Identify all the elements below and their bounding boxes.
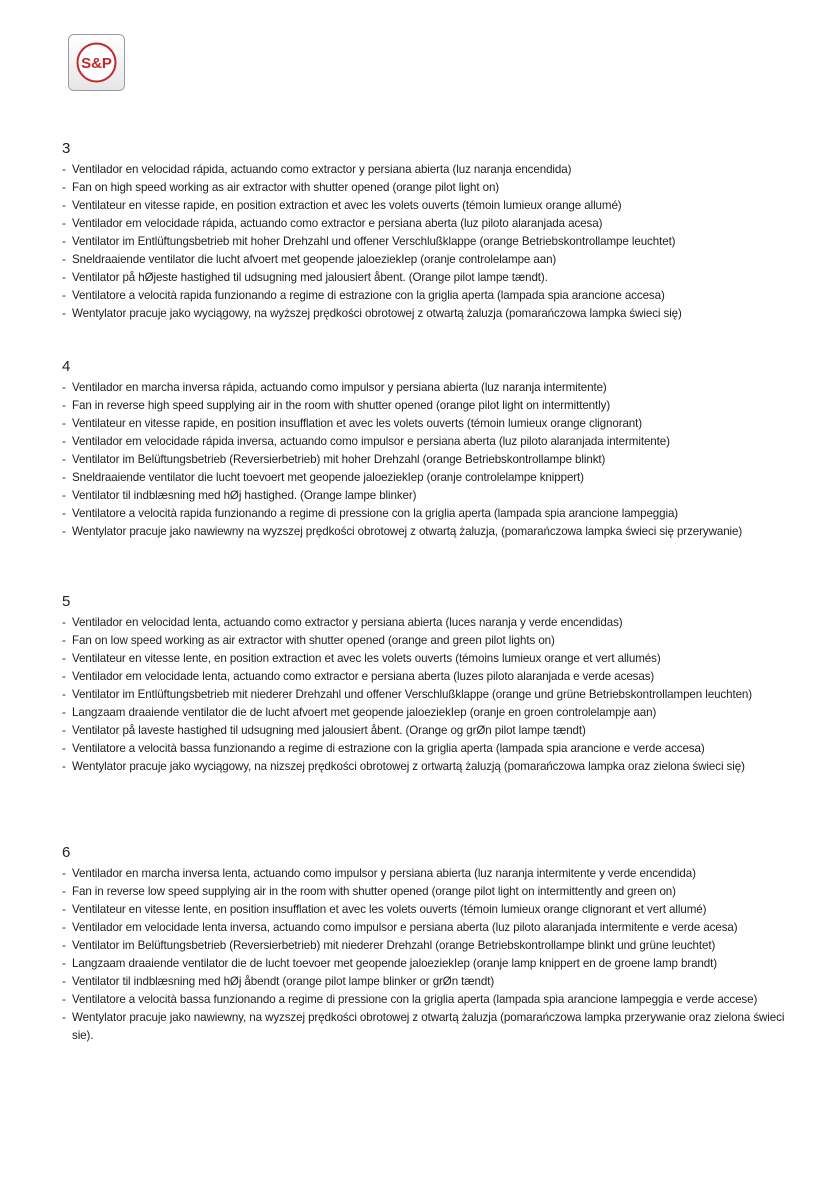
list-item: - Langzaam draaiende ventilator die de lucht afvoert met geopende jaloeziekIep (oranje en groen controlelampje aan) [62,704,802,722]
list-item: - Ventilatore a velocità bassa funzionando a regime di pressione con la griglia aperta (lampada spia arancione lampeggia e verde accese) [62,991,802,1009]
list-item: - Ventilator im Entlüftungsbetrieb mit hoher Drehzahl und offener Verschlußklappe (orange Betriebskontrollampe leuchtet) [62,233,802,251]
list-item: - Fan in reverse high speed supplying air in the room with shutter opened (orange pilot light on intermittently) [62,397,802,415]
section-number: 6 [62,844,71,861]
list-item: - Langzaam draaiende ventilator die de lucht toevoer met geopende jaloeziekIep (oranje lamp knippert en de groene lamp brandt) [62,955,802,973]
list-item: - Wentylator pracuje jako wyciągowy, na wyższej prędkości obrotowej z otwartą żaluzja (pomarańczowa lampka świeci się) [62,305,802,323]
list-item: - Ventilator på hØjeste hastighed til udsugning med jalousiert åbent. (Orange pilot lampe tændt). [62,269,802,287]
item-list [62,379,802,541]
list-item: - Ventilateur en vitesse rapide, en position extraction et avec les volets ouverts (témoin lumieux orange allumé) [62,197,802,215]
list-item: - Ventilateur en vitesse rapide, en position insufflation et avec les volets ouverts (témoin lumieux orange clignorant) [62,415,802,433]
list-item: - Wentylator pracuje jako nawiewny, na wyzszej prędkości obrotowej z otwartą żaluzja (pomarańczowa lampka przerywanie oraz zielona świeci sie). [62,1009,802,1045]
section-3 [62,140,802,323]
list-item: - Fan on low speed working as air extractor with shutter opened (orange and green pilot lights on) [62,632,802,650]
list-item: - Wentylator pracuje jako wyciągowy, na nizszej prędkości obrotowej z ortwartą żaluzją (pomarańczowa lampka oraz zielona świeci się) [62,758,802,776]
list-item: - Sneldraaiende ventilator die lucht afvoert met geopende jaloeziekIep (oranje controlelampe aan) [62,251,802,269]
section-number: 4 [62,358,71,375]
list-item: - Ventilador en marcha inversa lenta, actuando como impulsor y persiana abierta (luz naranja intermitente y verde encendida) [62,865,802,883]
list-item: - Ventilatore a velocità bassa funzionando a regime di estrazione con la griglia aperta (lampada spia arancione e verde accesa) [62,740,802,758]
item-list [62,161,802,323]
item-list [62,614,802,776]
list-item: - Ventilator til indblæsning med hØj hastighed. (Orange lampe blinker) [62,487,802,505]
list-item: - Ventilador en velocidad lenta, actuando como extractor y persiana abierta (luces naranja y verde encendidas) [62,614,802,632]
list-item: - Ventilator im Belüftungsbetrieb (Reversierbetrieb) mit hoher Drehzahl (orange Betriebskontrollampe blinkt) [62,451,802,469]
list-item: - Fan on high speed working as air extractor with shutter opened (orange pilot light on) [62,179,802,197]
list-item: - Ventilador em velocidade lenta, actuando como extractor e persiana aberta (luzes piloto alaranjada e verde acesas) [62,668,802,686]
list-item: - Ventilador en marcha inversa rápida, actuando como impulsor y persiana abierta (luz naranja intermitente) [62,379,802,397]
list-item: - Ventilator im Belüftungsbetrieb (Reversierbetrieb) mit niederer Drehzahl (orange Betriebskontrollampe blinkt und grüne leuchtet) [62,937,802,955]
list-item: - Ventilador em velocidade rápida, actuando como extractor e persiana aberta (luz piloto alaranjada acesa) [62,215,802,233]
section-number: 3 [62,140,71,157]
section-6 [62,844,802,1045]
list-item: - Ventilator på laveste hastighed til udsugning med jalousiert åbent. (Orange og grØn pilot lampe tændt) [62,722,802,740]
item-list [62,865,802,1045]
list-item: - Ventilator im Entlüftungsbetrieb mit niederer Drehzahl und offener Verschlußklappe (orange und grüne Betriebskontrollampen leuchten) [62,686,802,704]
list-item: - Ventilador em velocidade lenta inversa, actuando como impulsor e persiana aberta (luz piloto alaranjada intermitente e verde acesa) [62,919,802,937]
sp-logo-icon [69,35,124,90]
list-item: - Ventilatore a velocità rapida funzionando a regime di estrazione con la griglia aperta (lampada spia arancione accesa) [62,287,802,305]
list-item: - Ventilator til indblæsning med hØj åbendt (orange pilot lampe blinker or grØn tændt) [62,973,802,991]
list-item: - Fan in reverse low speed supplying air in the room with shutter opened (orange pilot light on intermittently and green on) [62,883,802,901]
list-item: - Wentylator pracuje jako nawiewny na wyzszej prędkości obrotowej z otwartą żaluzja, (pomarańczowa lampka świeci się przerywanie) [62,523,802,541]
list-item: - Ventilatore a velocità rapida funzionando a regime di pressione con la griglia aperta (lampada spia arancione lampeggia) [62,505,802,523]
list-item: - Ventilateur en vitesse lente, en position extraction et avec les volets ouverts (témoins lumieux orange et vert allumés) [62,650,802,668]
section-5 [62,593,802,776]
list-item: - Ventilador em velocidade rápida inversa, actuando como impulsor e persiana aberta (luz piloto alaranjada intermitente) [62,433,802,451]
list-item: - Sneldraaiende ventilator die lucht toevoert met geopende jaloeziekIep (oranje controlelampe knippert) [62,469,802,487]
list-item: - Ventilador en velocidad rápida, actuando como extractor y persiana abierta (luz naranja encendida) [62,161,802,179]
section-4 [62,358,802,541]
logo-text: S&P [81,55,112,72]
section-number: 5 [62,593,71,610]
list-item: - Ventilateur en vitesse lente, en position insufflation et avec les volets ouverts (témoin lumieux orange clignorant et vert allumé) [62,901,802,919]
brand-logo [68,34,125,91]
